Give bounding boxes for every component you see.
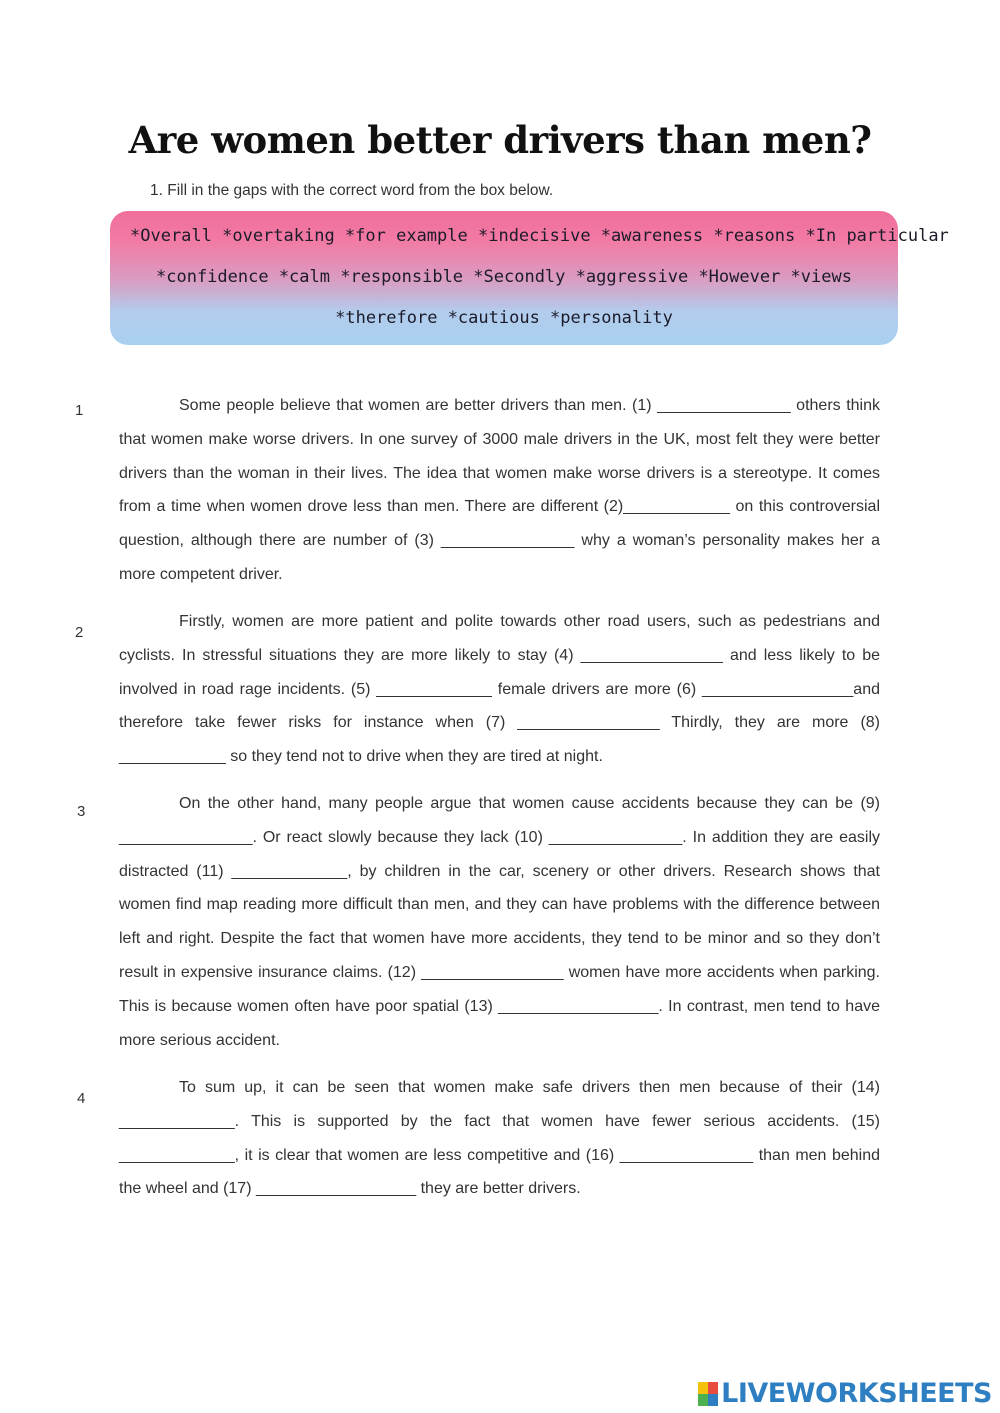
instruction-text: 1. Fill in the gaps with the correct word from the box below.	[150, 182, 554, 199]
worksheet-title: Are women better drivers than men?	[128, 118, 872, 162]
liveworksheets-logo[interactable]	[698, 1378, 992, 1409]
paragraph-1	[119, 389, 880, 592]
paragraph-number-1: 1	[75, 402, 84, 419]
paragraph-2-text: Firstly, women are more patient and polite towards other road users, such as pedestrians and cyclists. In stressful situations they are more likely to stay (4) ________________ and less likely to be involved in road rage incidents. (5) _____________ female drivers are more (6) _________________and therefore take fewer risks for instance when (7) ________________ Thirdly, they are more (8) ____________ so they tend not to drive when they are tired at night.	[119, 613, 880, 766]
word-box-row-2: *confidence *calm *responsible *Secondly *aggressive *However *views	[156, 267, 852, 287]
liveworksheets-logo-text: LIVEWORKSHEETS	[721, 1378, 992, 1409]
paragraph-number-3: 3	[77, 803, 86, 820]
word-box-row-3: *therefore *cautious *personality	[335, 308, 673, 328]
paragraph-3-text: On the other hand, many people argue that women cause accidents because they can be (9) _______________. Or react slowly because they lack (10) _______________. In addition they are easily distracted (11) _____________, by children in the car, scenery or other drivers. Research shows that women find map reading more difficult than men, and they can have problems with the difference between left and right. Despite the fact that women have more accidents, they tend to be minor and so they don’t result in expensive insurance claims. (12) ________________ women have more accidents when parking. This is because women often have poor spatial (13) __________________. In contrast, men tend to have more serious accident.	[119, 795, 880, 1049]
word-box	[110, 211, 949, 345]
paragraph-1-text: Some people believe that women are better drivers than men. (1) _______________ others think that women make worse drivers. In one survey of 3000 male drivers in the UK, most felt they were better drivers than the woman in their lives. The idea that women make worse drivers is a stereotype. It comes from a time when women drove less than men. There are different (2)____________ on this controversial question, although there are number of (3) _______________ why a woman’s personality makes her a more competent driver.	[119, 397, 880, 583]
paragraph-2	[119, 605, 880, 774]
paragraph-4	[119, 1071, 880, 1206]
paragraph-number-4: 4	[77, 1090, 86, 1107]
paragraph-4-text: To sum up, it can be seen that women make safe drivers then men because of their (14) _____________. This is supported by the fact that women have fewer serious accidents. (15) _____________, it is clear that women are less competitive and (16) _______________ than men behind the wheel and (17) __________________ they are better drivers.	[119, 1079, 880, 1198]
word-box-row-1: *Overall *overtaking *for example *indecisive *awareness *reasons *In particular	[130, 226, 949, 246]
liveworksheets-logo-icon	[698, 1382, 718, 1406]
paragraph-3	[119, 787, 880, 1057]
paragraph-number-2: 2	[75, 624, 84, 641]
